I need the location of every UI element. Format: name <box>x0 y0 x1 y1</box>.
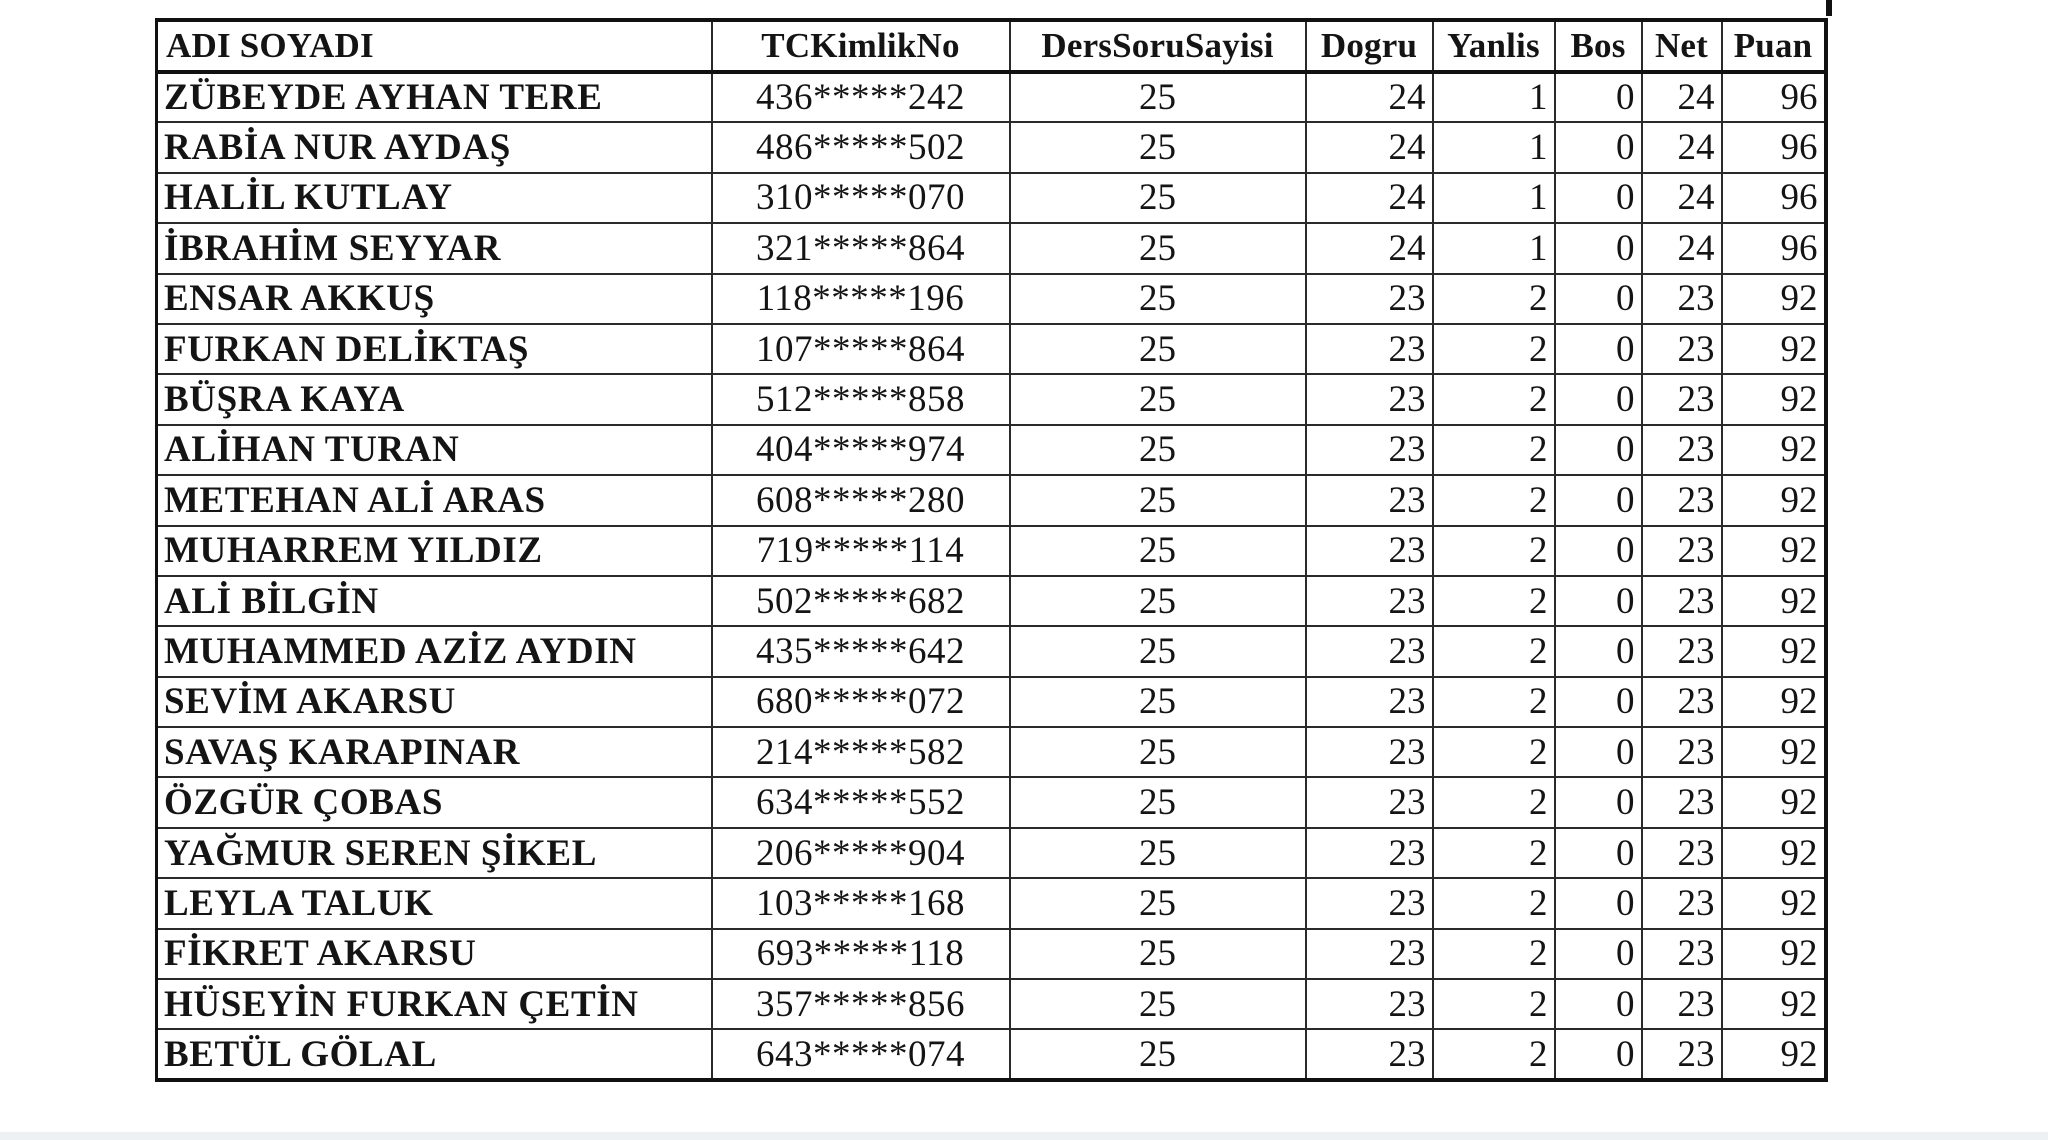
cell-yanlis: 2 <box>1433 1029 1555 1079</box>
cell-net: 23 <box>1642 274 1722 324</box>
cell-bos: 0 <box>1555 576 1642 626</box>
cell-net: 23 <box>1642 878 1722 928</box>
cell-yanlis: 2 <box>1433 324 1555 374</box>
cell-tc-kimlik-no: 357*****856 <box>712 979 1010 1029</box>
bottom-strip <box>0 1132 2048 1140</box>
cell-net: 23 <box>1642 425 1722 475</box>
cell-name: SEVİM AKARSU <box>157 677 712 727</box>
cell-puan: 96 <box>1722 122 1826 172</box>
cell-dogru: 24 <box>1306 72 1433 122</box>
cell-tc-kimlik-no: 693*****118 <box>712 929 1010 979</box>
header-net: Net <box>1642 20 1722 72</box>
cell-dogru: 23 <box>1306 878 1433 928</box>
table-row <box>157 828 1826 878</box>
cell-ders-soru-sayisi: 25 <box>1010 223 1306 273</box>
cell-puan: 92 <box>1722 626 1826 676</box>
table-row <box>157 475 1826 525</box>
table-row <box>157 626 1826 676</box>
cell-ders-soru-sayisi: 25 <box>1010 1029 1306 1079</box>
cell-net: 23 <box>1642 1029 1722 1079</box>
table-row <box>157 777 1826 827</box>
header-name: ADI SOYADI <box>157 20 712 72</box>
cell-yanlis: 2 <box>1433 677 1555 727</box>
cell-ders-soru-sayisi: 25 <box>1010 626 1306 676</box>
results-table <box>155 18 1828 1082</box>
cell-name: YAĞMUR SEREN ŞİKEL <box>157 828 712 878</box>
cell-yanlis: 2 <box>1433 526 1555 576</box>
cell-bos: 0 <box>1555 777 1642 827</box>
cell-tc-kimlik-no: 643*****074 <box>712 1029 1010 1079</box>
table-row <box>157 223 1826 273</box>
cell-puan: 96 <box>1722 173 1826 223</box>
cell-ders-soru-sayisi: 25 <box>1010 727 1306 777</box>
cell-bos: 0 <box>1555 223 1642 273</box>
cell-yanlis: 1 <box>1433 72 1555 122</box>
cell-net: 23 <box>1642 576 1722 626</box>
cell-ders-soru-sayisi: 25 <box>1010 777 1306 827</box>
cell-tc-kimlik-no: 107*****864 <box>712 324 1010 374</box>
cell-yanlis: 2 <box>1433 626 1555 676</box>
cell-bos: 0 <box>1555 475 1642 525</box>
cell-tc-kimlik-no: 512*****858 <box>712 374 1010 424</box>
cell-ders-soru-sayisi: 25 <box>1010 828 1306 878</box>
cell-bos: 0 <box>1555 979 1642 1029</box>
cell-tc-kimlik-no: 118*****196 <box>712 274 1010 324</box>
table-row <box>157 878 1826 928</box>
table-row <box>157 324 1826 374</box>
table-header <box>157 20 1826 72</box>
cell-tc-kimlik-no: 206*****904 <box>712 828 1010 878</box>
cell-puan: 92 <box>1722 526 1826 576</box>
header-puan: Puan <box>1722 20 1826 72</box>
cell-puan: 92 <box>1722 677 1826 727</box>
cell-name: RABİA NUR AYDAŞ <box>157 122 712 172</box>
table-row <box>157 727 1826 777</box>
table-row <box>157 677 1826 727</box>
header-bos: Bos <box>1555 20 1642 72</box>
cell-yanlis: 1 <box>1433 223 1555 273</box>
cell-name: HALİL KUTLAY <box>157 173 712 223</box>
cell-tc-kimlik-no: 103*****168 <box>712 878 1010 928</box>
cell-name: FURKAN DELİKTAŞ <box>157 324 712 374</box>
cell-puan: 92 <box>1722 878 1826 928</box>
cell-dogru: 24 <box>1306 173 1433 223</box>
cell-dogru: 23 <box>1306 929 1433 979</box>
cell-dogru: 23 <box>1306 274 1433 324</box>
cell-ders-soru-sayisi: 25 <box>1010 576 1306 626</box>
cell-tc-kimlik-no: 486*****502 <box>712 122 1010 172</box>
cell-name: BETÜL GÖLAL <box>157 1029 712 1079</box>
cell-tc-kimlik-no: 404*****974 <box>712 425 1010 475</box>
cell-name: METEHAN ALİ ARAS <box>157 475 712 525</box>
cell-dogru: 23 <box>1306 677 1433 727</box>
cell-name: FİKRET AKARSU <box>157 929 712 979</box>
cell-dogru: 23 <box>1306 425 1433 475</box>
cell-tc-kimlik-no: 435*****642 <box>712 626 1010 676</box>
table-row <box>157 374 1826 424</box>
cell-net: 24 <box>1642 223 1722 273</box>
cell-bos: 0 <box>1555 526 1642 576</box>
cell-ders-soru-sayisi: 25 <box>1010 979 1306 1029</box>
cell-name: İBRAHİM SEYYAR <box>157 223 712 273</box>
cell-tc-kimlik-no: 436*****242 <box>712 72 1010 122</box>
cell-net: 23 <box>1642 475 1722 525</box>
cell-dogru: 23 <box>1306 727 1433 777</box>
cell-yanlis: 2 <box>1433 576 1555 626</box>
cell-dogru: 23 <box>1306 979 1433 1029</box>
cell-puan: 92 <box>1722 324 1826 374</box>
cell-yanlis: 2 <box>1433 274 1555 324</box>
cell-name: ZÜBEYDE AYHAN TERE <box>157 72 712 122</box>
cell-tc-kimlik-no: 680*****072 <box>712 677 1010 727</box>
cell-net: 23 <box>1642 526 1722 576</box>
cell-name: MUHAMMED AZİZ AYDIN <box>157 626 712 676</box>
cell-puan: 92 <box>1722 929 1826 979</box>
cell-ders-soru-sayisi: 25 <box>1010 526 1306 576</box>
table-row <box>157 173 1826 223</box>
table-row <box>157 979 1826 1029</box>
cell-bos: 0 <box>1555 425 1642 475</box>
header-dogru: Dogru <box>1306 20 1433 72</box>
table-row <box>157 122 1826 172</box>
cell-bos: 0 <box>1555 878 1642 928</box>
cell-bos: 0 <box>1555 173 1642 223</box>
cell-yanlis: 1 <box>1433 173 1555 223</box>
cell-puan: 96 <box>1722 223 1826 273</box>
cell-ders-soru-sayisi: 25 <box>1010 374 1306 424</box>
cell-puan: 96 <box>1722 72 1826 122</box>
cell-yanlis: 2 <box>1433 475 1555 525</box>
cell-bos: 0 <box>1555 72 1642 122</box>
cell-dogru: 24 <box>1306 122 1433 172</box>
page-edge-line <box>1826 0 1832 16</box>
cell-tc-kimlik-no: 719*****114 <box>712 526 1010 576</box>
cell-ders-soru-sayisi: 25 <box>1010 475 1306 525</box>
cell-dogru: 23 <box>1306 1029 1433 1079</box>
cell-puan: 92 <box>1722 828 1826 878</box>
cell-ders-soru-sayisi: 25 <box>1010 425 1306 475</box>
cell-yanlis: 2 <box>1433 777 1555 827</box>
cell-net: 24 <box>1642 72 1722 122</box>
cell-tc-kimlik-no: 502*****682 <box>712 576 1010 626</box>
cell-yanlis: 2 <box>1433 374 1555 424</box>
cell-tc-kimlik-no: 310*****070 <box>712 173 1010 223</box>
cell-dogru: 24 <box>1306 223 1433 273</box>
table-row <box>157 1029 1826 1079</box>
cell-net: 23 <box>1642 727 1722 777</box>
cell-name: BÜŞRA KAYA <box>157 374 712 424</box>
table-row <box>157 526 1826 576</box>
cell-net: 24 <box>1642 173 1722 223</box>
cell-name: MUHARREM YILDIZ <box>157 526 712 576</box>
cell-dogru: 23 <box>1306 626 1433 676</box>
header-yanlis: Yanlis <box>1433 20 1555 72</box>
cell-puan: 92 <box>1722 425 1826 475</box>
cell-net: 23 <box>1642 828 1722 878</box>
cell-puan: 92 <box>1722 475 1826 525</box>
cell-bos: 0 <box>1555 274 1642 324</box>
cell-net: 23 <box>1642 929 1722 979</box>
cell-name: ENSAR AKKUŞ <box>157 274 712 324</box>
cell-dogru: 23 <box>1306 475 1433 525</box>
cell-net: 23 <box>1642 979 1722 1029</box>
cell-yanlis: 2 <box>1433 979 1555 1029</box>
cell-name: LEYLA TALUK <box>157 878 712 928</box>
cell-net: 24 <box>1642 122 1722 172</box>
cell-puan: 92 <box>1722 1029 1826 1079</box>
cell-bos: 0 <box>1555 324 1642 374</box>
cell-tc-kimlik-no: 634*****552 <box>712 777 1010 827</box>
cell-ders-soru-sayisi: 25 <box>1010 324 1306 374</box>
cell-dogru: 23 <box>1306 576 1433 626</box>
table-row <box>157 576 1826 626</box>
table-row <box>157 425 1826 475</box>
cell-ders-soru-sayisi: 25 <box>1010 677 1306 727</box>
cell-yanlis: 2 <box>1433 828 1555 878</box>
cell-bos: 0 <box>1555 122 1642 172</box>
cell-puan: 92 <box>1722 576 1826 626</box>
cell-tc-kimlik-no: 608*****280 <box>712 475 1010 525</box>
cell-yanlis: 2 <box>1433 425 1555 475</box>
cell-name: ÖZGÜR ÇOBAS <box>157 777 712 827</box>
cell-bos: 0 <box>1555 374 1642 424</box>
cell-net: 23 <box>1642 626 1722 676</box>
cell-net: 23 <box>1642 677 1722 727</box>
cell-dogru: 23 <box>1306 374 1433 424</box>
table-row <box>157 929 1826 979</box>
cell-yanlis: 2 <box>1433 929 1555 979</box>
cell-name: SAVAŞ KARAPINAR <box>157 727 712 777</box>
cell-puan: 92 <box>1722 374 1826 424</box>
header-tc: TCKimlikNo <box>712 20 1010 72</box>
cell-dogru: 23 <box>1306 324 1433 374</box>
cell-ders-soru-sayisi: 25 <box>1010 929 1306 979</box>
cell-dogru: 23 <box>1306 777 1433 827</box>
cell-ders-soru-sayisi: 25 <box>1010 274 1306 324</box>
table-row <box>157 274 1826 324</box>
cell-ders-soru-sayisi: 25 <box>1010 72 1306 122</box>
cell-bos: 0 <box>1555 828 1642 878</box>
cell-name: ALİ BİLGİN <box>157 576 712 626</box>
cell-bos: 0 <box>1555 677 1642 727</box>
cell-bos: 0 <box>1555 626 1642 676</box>
cell-puan: 92 <box>1722 979 1826 1029</box>
cell-net: 23 <box>1642 324 1722 374</box>
cell-name: ALİHAN TURAN <box>157 425 712 475</box>
cell-net: 23 <box>1642 777 1722 827</box>
cell-yanlis: 2 <box>1433 727 1555 777</box>
table-row <box>157 72 1826 122</box>
cell-bos: 0 <box>1555 727 1642 777</box>
cell-ders-soru-sayisi: 25 <box>1010 122 1306 172</box>
cell-ders-soru-sayisi: 25 <box>1010 173 1306 223</box>
cell-puan: 92 <box>1722 727 1826 777</box>
header-ders: DersSoruSayisi <box>1010 20 1306 72</box>
cell-ders-soru-sayisi: 25 <box>1010 878 1306 928</box>
cell-dogru: 23 <box>1306 828 1433 878</box>
cell-tc-kimlik-no: 321*****864 <box>712 223 1010 273</box>
cell-name: HÜSEYİN FURKAN ÇETİN <box>157 979 712 1029</box>
cell-puan: 92 <box>1722 274 1826 324</box>
cell-bos: 0 <box>1555 929 1642 979</box>
cell-tc-kimlik-no: 214*****582 <box>712 727 1010 777</box>
cell-net: 23 <box>1642 374 1722 424</box>
cell-yanlis: 2 <box>1433 878 1555 928</box>
header-row <box>157 20 1826 72</box>
table-body <box>157 72 1826 1080</box>
cell-bos: 0 <box>1555 1029 1642 1079</box>
cell-dogru: 23 <box>1306 526 1433 576</box>
cell-puan: 92 <box>1722 777 1826 827</box>
cell-yanlis: 1 <box>1433 122 1555 172</box>
